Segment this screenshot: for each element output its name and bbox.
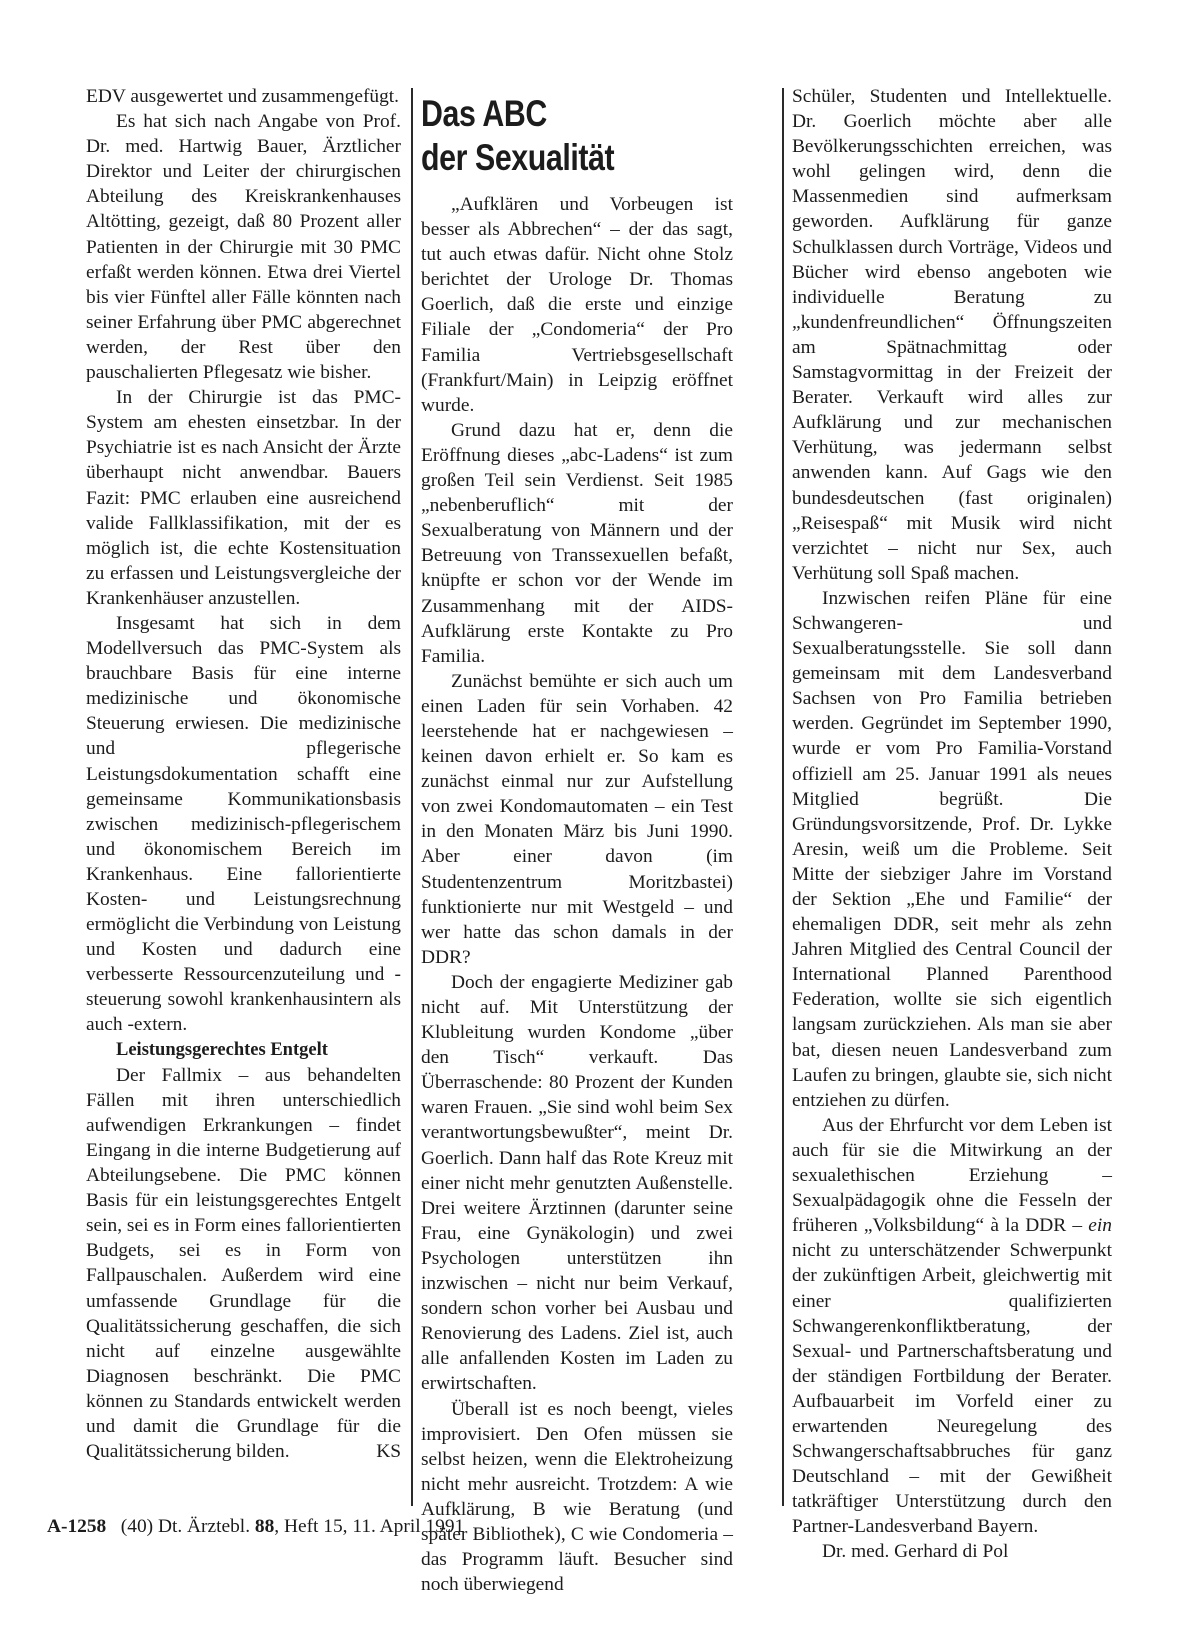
journal-name: Dt. Ärztebl. <box>157 1516 251 1537</box>
article-column-middle <box>421 84 733 1597</box>
article-column-right <box>792 84 1112 1565</box>
volume-number: 88 <box>254 1516 275 1537</box>
headline-line: der Sexualität <box>421 137 615 178</box>
paragraph: Insgesamt hat sich in dem Modellversuch das PMC-System als brauchbare Basis für eine interne medizinische und ökonomische Steuerung erwiesen. Die medizinische und pflegerische Leistungsdokumentation schafft eine gemeinsame Kommunikationsbasis zwischen medizinisch-pflegerischem und ökonomischem Bereich im Krankenhaus. Eine fallorientierte Kosten- und Leistungsrechnung ermöglicht die Verbindung von Leistung und Kosten und dadurch eine verbesserte Ressourcenzuteilung und -steuerung sowohl krankenhausintern als auch -extern. <box>86 612 401 1036</box>
paragraph: Es hat sich nach Angabe von Prof. Dr. med. Hartwig Bauer, Ärztlicher Direktor und Leiter der chirurgischen Abteilung des Kreiskrankenhauses Altötting, gezeigt, daß 80 Prozent aller Patienten in der Chirurgie mit 30 PMC erfaßt werden können. Etwa drei Viertel bis vier Fünftel aller Fälle könnten nach seiner Erfahrung über PMC abgerechnet werden, der Rest über den pauschalierten Pflegesatz wie bisher. <box>86 111 401 384</box>
page-number: (40) <box>120 1516 154 1537</box>
article-author: Dr. med. Gerhard di Pol <box>822 1541 1009 1563</box>
headline-line: Das ABC <box>421 93 547 134</box>
paragraph-text: Der Fallmix – aus behandelten Fällen mit ihren unterschiedlich aufwendigen Erkrankungen – findet Eingang in die interne Budgetierung auf Abteilungsebene. Die PMC können Basis für ein leistungsgerechtes Entgelt sein, sei es in Form eines fallorientierten Budgets, sei es in Form von Fallpauschalen. Außerdem wird eine umfassende Grundlage für die Qualitätssicherung geschaffen, die sich nicht auf einzelne ausgewählte Diagnosen beschränkt. Die PMC können zu Standards entwickelt werden und damit die Grundlage für die Qualitätssicherung bilden. <box>86 1064 402 1463</box>
paragraph: Überall ist es noch beengt, vieles improvisiert. Den Ofen müssen sie selbst heizen, wenn die Elektroheizung nicht mehr ausreicht. Trotzdem: A wie Aufklärung, B wie Beratung (und später Bibliothek), C wie Condomeria – das Programm läuft. Besucher sind noch überwiegend <box>421 1398 733 1596</box>
paragraph: Grund dazu hat er, denn die Eröffnung dieses „abc-Ladens“ ist zum großen Teil sein Verdienst. Seit 1985 „nebenberuflich“ mit der Sexualberatung von Männern und der Betreuung von Transsexuellen befaßt, knüpfte er schon vor der Wende im Zusammenhang mit der AIDS-Aufklärung erste Kontakte zu Pro Familia. <box>421 419 733 667</box>
paragraph-text: nicht zu unterschätzender Schwerpunkt der zukünftigen Arbeit, gleichwertig mit einer qualifizierten Schwangerenkonfliktberatung, der Sexual- und Partnerschaftsberatung und der ständigen Fortbildung der Berater. Aufbauarbeit im Vorfeld einer zu erwartenden Neuregelung des Schwangerschaftsabbruches für ganz Deutschland – mit der Gewißheit tatkräftiger Unterstützung durch den Partner-Landesverband Bayern. <box>792 1240 1112 1538</box>
paragraph <box>86 1063 401 1465</box>
column-divider <box>782 88 784 1506</box>
page-footer <box>47 1516 464 1538</box>
paragraph: Zunächst bemühte er sich auch um einen Laden für sein Vorhaben. 42 leerstehende hat er nachgewiesen – keinen davon erhielt er. So kam es zunächst einmal nur zur Aufstellung von zwei Kondomautomaten – ein Test in den Monaten März bis Juni 1990. Aber einer davon (im Studentenzentrum Moritzbastei) funktionierte nur mit Westgeld – und wer hatte das schon damals in der DDR? <box>421 670 733 968</box>
paragraph: Doch der engagierte Mediziner gab nicht auf. Mit Unterstützung der Klubleitung wurden Kondome „über den Tisch“ verkauft. Das Überraschende: 80 Prozent der Kunden waren Frauen. „Sie sind wohl beim Sex verantwortungsbewußter“, meint Dr. Goerlich. Dann half das Rote Kreuz mit einer nicht mehr genutzten Außenstelle. Drei weitere Ärztinnen (darunter seine Frau, eine Gynäkologin) und zwei Psychologen unterstützen ihn inzwischen – nicht nur beim Verkauf, sondern schon vorher bei Ausbau und Renovierung des Ladens. Ziel ist, auch alle anfallenden Kosten im Laden zu erwirtschaften. <box>421 971 733 1395</box>
paragraph-text: Aus der Ehrfurcht vor dem Leben ist auch für sie die Mitwirkung an der sexualethischen Erziehung – Sexualpädagogik ohne die Fesseln der früheren „Volksbildung“ à la DDR – <box>792 1114 1112 1237</box>
paragraph: EDV ausgewertet und zusammengefügt. <box>86 86 400 107</box>
page-id: A-1258 <box>47 1516 107 1537</box>
paragraph: Inzwischen reifen Pläne für eine Schwangeren- und Sexualberatungsstelle. Sie soll dann gemeinsam mit dem Landesverband Sachsen von Pro Familia betrieben werden. Gegründet im September 1990, wurde er vom Pro Familia-Vorstand offiziell am 25. Januar 1991 als neues Mitglied begrüßt. Die Gründungsvorsitzende, Prof. Dr. Lykke Aresin, weiß um die Probleme. Seit Mitte der siebziger Jahre im Vorstand der Sektion „Ehe und Familie“ der ehemaligen DDR, seit mehr als zehn Jahren Mitglied des Central Council der International Planned Parenthood Federation, wollte sie sich eigentlich langsam zurückziehen. Als man sie aber bat, diesen neuen Landesverband zum Laufen zu bringen, glaubte sie, sich nicht entziehen zu dürfen. <box>792 587 1112 1111</box>
section-subheading: Leistungsgerechtes Entgelt <box>116 1039 328 1060</box>
emphasis: ein <box>1088 1215 1112 1237</box>
issue-date: , Heft 15, 11. April 1991 <box>274 1516 465 1537</box>
paragraph: Schüler, Studenten und Intellektuelle. Dr. Goerlich möchte aber alle Bevölkerungsschichten erreichen, was wohl gelingen wird, denn die Massenmedien sind aufmerksam geworden. Aufklärung für ganze Schulklassen durch Vorträge, Videos und Bücher wird ebenso angeboten wie individuelle Beratung zu „kundenfreundlichen“ Öffnungszeiten am Spätnachmittag oder Samstagvormittag in der Freizeit der Berater. Verkauft wird alles zur Aufklärung und zur mechanischen Verhütung, was jedermann selbst anwenden kann. Auf Gags wie den bundesdeutschen (fast originalen) „Reisespaß“ mit Musik wird nicht verzichtet – nicht nur Sex, auch Verhütung soll Spaß machen. <box>792 86 1112 584</box>
article-headline <box>421 92 677 180</box>
article-column-left <box>86 84 401 1464</box>
paragraph: In der Chirurgie ist das PMC-System am ehesten einsetzbar. In der Psychiatrie ist es nach Ansicht der Ärzte überhaupt nicht anwendbar. Bauers Fazit: PMC erlauben eine ausreichend valide Fallklassifikation, mit der es möglich ist, die echte Kostensituation zu erfassen und Leistungsvergleiche der Krankenhäuser anzustellen. <box>86 387 401 609</box>
column-divider <box>411 88 413 1506</box>
paragraph <box>792 1113 1112 1540</box>
author-initials: KS <box>376 1441 401 1463</box>
paragraph: „Aufklären und Vorbeugen ist besser als Abbrechen“ – der das sagt, tut auch etwas dafür. Nicht ohne Stolz berichtet der Urologe Dr. Thomas Goerlich, daß die erste und einzige Filiale der „Condomeria“ der Pro Familia Vertriebsgesellschaft (Frankfurt/Main) in Leipzig eröffnet wurde. <box>421 194 733 416</box>
